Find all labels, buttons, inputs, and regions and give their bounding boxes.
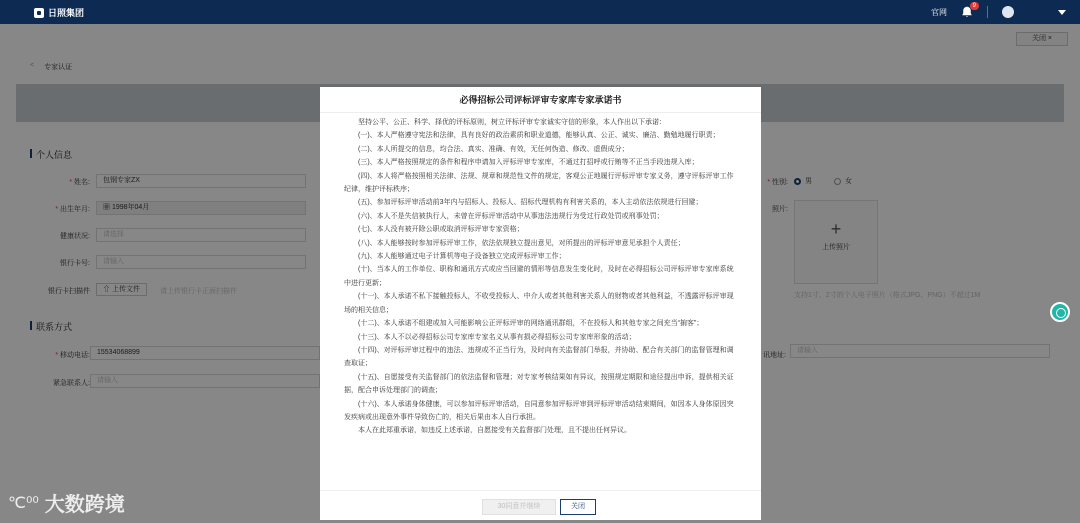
- name-label: * 姓名:: [30, 177, 90, 187]
- calendar-icon: ▦: [103, 204, 112, 211]
- top-navbar: [0, 0, 1080, 24]
- upload-icon: ⇧: [103, 286, 112, 293]
- logo-icon: [34, 8, 44, 18]
- chevron-down-icon[interactable]: [1058, 10, 1066, 15]
- commitment-paragraph: (二)、本人所提交的信息，均合法、真实、准确、有效，无任何伪造、修改、虚假成分；: [358, 145, 629, 153]
- commitment-paragraph: (十二)、本人承诺不组建或加入可能影响公正评标评审的网络通讯群组，不在投标人和其他专家之间充当“掮客”；: [358, 320, 704, 328]
- logo[interactable]: [34, 6, 84, 19]
- modal-footer: [320, 490, 761, 520]
- commitment-paragraph: 坚持公平、公正、科学、择优的评标原则，树立评标评审专家诚实守信的形象，本人作出以下承诺：: [358, 119, 666, 126]
- divider: [987, 6, 988, 18]
- user-avatar[interactable]: [1002, 6, 1014, 18]
- commitment-paragraph: (六)、本人不是失信被执行人，未曾在评标评审活动中从事违法违规行为受过行政处罚或刑事处罚；: [358, 212, 664, 220]
- birth-value: 1998年04月: [111, 204, 150, 211]
- health-select[interactable]: 请选择: [96, 228, 306, 242]
- section-personal-info: 个人信息: [30, 148, 72, 161]
- commitment-paragraph: 本人在此郑重承诺，如违反上述承诺，自愿接受有关监督部门处理，且不提出任何异议。: [358, 427, 631, 435]
- photo-label: 照片:: [772, 206, 788, 213]
- commitment-modal: [320, 87, 761, 520]
- gender-female-label: 女: [845, 178, 852, 185]
- commitment-paragraph: (五)、参加评标评审活动前3年内与招标人、投标人、招标代理机构有利害关系的，本人主动依法依规进行回避；: [358, 199, 703, 207]
- commitment-paragraph: (七)、本人没有被开除公职或取消评标评审专家资格；: [358, 226, 524, 234]
- agree-continue-button[interactable]: 30同意并继续: [482, 499, 556, 515]
- upload-hint: 请上传银行卡正面扫描件: [160, 288, 237, 295]
- notification-bell[interactable]: [961, 3, 976, 18]
- watermark: [8, 488, 125, 517]
- commitment-paragraph: (十六)、本人承诺身体健康，可以参加评标评审活动，自同意参加评标评审到评标评审活动结束期间，如因本人身体原因突发疾病或出现意外事件导致伤亡的，相关后果由本人自行承担。: [344, 400, 734, 421]
- bank-card-label: 银行卡号:: [60, 260, 90, 267]
- watermark-logo: ℃⁰⁰: [8, 494, 39, 512]
- birth-label: * 出生年月:: [30, 204, 90, 214]
- notification-badge: 9: [970, 2, 979, 10]
- section-contact: 联系方式: [30, 320, 72, 333]
- mobile-label: * 移动电话:: [30, 350, 90, 360]
- back-arrow-icon[interactable]: <: [30, 62, 35, 69]
- health-label: 健康状况:: [60, 233, 90, 240]
- commitment-paragraph: (十五)、自愿接受有关监督部门的依法监督和管理；对专家考核结果如有异议，按照规定期限和途径提出申诉，提供相关证据，配合申诉处理部门的调查；: [344, 373, 734, 395]
- commitment-paragraph: (四)、本人将严格按照相关法律、法规、规章和规范性文件的规定，客观公正地履行评标评审专家义务，遵守评标评审工作纪律，维护评标秩序；: [344, 172, 734, 194]
- modal-title: 必得招标公司评标评审专家库专家承诺书: [320, 87, 761, 113]
- photo-hint: 支持1寸、2寸的个人电子照片（格式JPG、PNG）不超过1M: [794, 292, 981, 299]
- customer-service-icon[interactable]: [1050, 302, 1070, 322]
- modal-close-button[interactable]: 关闭: [560, 499, 596, 515]
- commitment-paragraph: (十四)、对评标评审过程中的违法、违规或不正当行为，及时向有关监督部门举报，并协助、配合有关部门的监督管理和调查取证；: [344, 346, 734, 368]
- commitment-paragraph: (十三)、本人不以必得招标公司专家库专家名义从事有损必得招标公司专家库形象的活动；: [358, 333, 636, 341]
- commitment-paragraph: (一)、本人严格遵守宪法和法律，具有良好的政治素质和职业道德，能够认真、公正、诚实、廉洁、勤勉地履行职责；: [358, 132, 720, 140]
- commitment-paragraph: (九)、本人能够通过电子计算机等电子设备独立完成评标评审工作；: [358, 253, 566, 261]
- page-close-button[interactable]: 关闭 ×: [1016, 32, 1068, 46]
- logo-text: 日照集团: [48, 8, 85, 18]
- top-right-controls: [931, 0, 1066, 24]
- commitment-paragraph: (八)、本人能够按时参加评标评审工作，依法依规独立提出意见，对所提出的评标评审意见承担个人责任；: [358, 239, 685, 247]
- photo-upload-label: 上传照片: [822, 244, 850, 251]
- gender-male-label: 男: [805, 178, 812, 185]
- breadcrumb-title: 专家认证: [44, 64, 73, 71]
- mobile-field[interactable]: 15534068899: [90, 346, 320, 360]
- bank-card-input[interactable]: 请输入: [96, 255, 306, 269]
- emergency-label: 紧急联系人:: [53, 380, 90, 387]
- commitment-paragraph: (十)、当本人的工作单位、职称和通讯方式或应当回避的情形等信息发生变化时，及时在必得招标公司评标评审专家库系统中进行更新；: [344, 266, 734, 287]
- upload-label: 上传文件: [111, 286, 140, 293]
- gender-label: * 性别:: [728, 177, 788, 187]
- watermark-text: 大数跨境: [44, 494, 125, 516]
- address-label: 讯地址:: [763, 352, 786, 359]
- commitment-paragraph: (三)、本人严格按照规定的条件和程序申请加入评标评审专家库，不通过打招呼或行贿等不正当手段违规入库；: [358, 159, 699, 167]
- commitment-paragraph: (十一)、本人承诺不私下接触投标人，不收受投标人、中介人或者其他利害关系人的财物或者其他利益，不透露评标评审现场的相关信息；: [344, 293, 734, 314]
- bank-scan-label: 银行卡扫描件: [48, 288, 90, 295]
- official-site-link[interactable]: 官网: [931, 7, 947, 17]
- emergency-input[interactable]: 请输入: [90, 374, 320, 388]
- name-field[interactable]: 包钢专家ZX: [96, 174, 306, 188]
- modal-body: [344, 116, 740, 438]
- address-input[interactable]: 请输入: [790, 344, 1050, 358]
- plus-icon: +: [830, 219, 842, 239]
